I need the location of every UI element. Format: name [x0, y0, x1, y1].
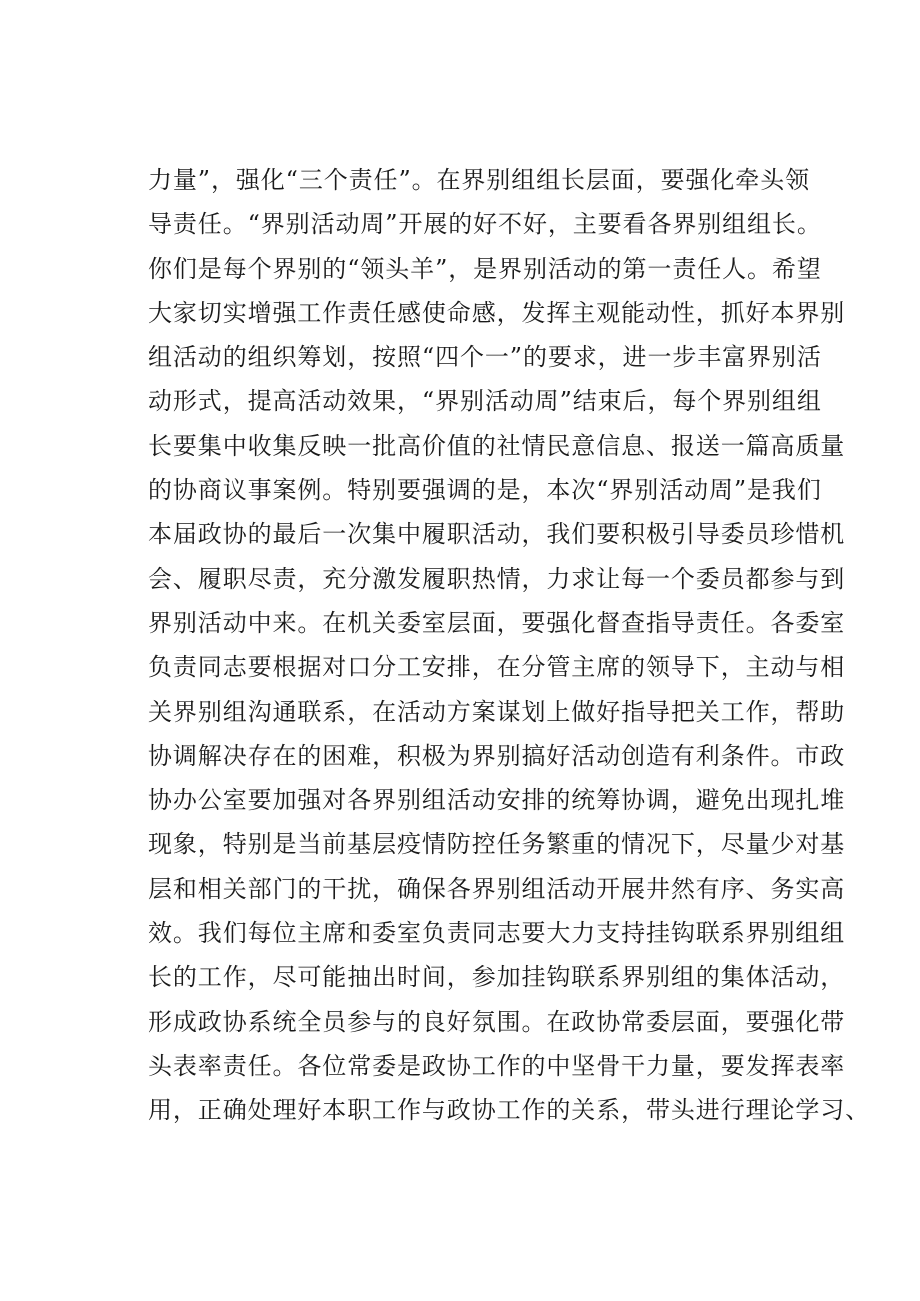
text-line: 负责同志要根据对口分工安排，在分管主席的领导下，主动与相 [148, 653, 846, 682]
text-line: 长的工作，尽可能抽出时间，参加挂钩联系界别组的集体活动， [148, 963, 846, 992]
text-line: 形成政协系统全员参与的良好氛围。在政协常委层面，要强化带 [148, 1007, 846, 1036]
text-line: 力量”，强化“三个责任”。在界别组组长层面，要强化牵头领 [148, 166, 811, 194]
text-line: 本届政协的最后一次集中履职活动，我们要积极引导委员珍惜机 [148, 520, 846, 549]
text-line: 现象，特别是当前基层疫情防控任务繁重的情况下，尽量少对基 [148, 830, 846, 859]
text-line: 导责任。“界别活动周”开展的好不好，主要看各界别组组长。 [148, 210, 822, 239]
text-line: 协调解决存在的困难，积极为界别搞好活动创造有利条件。市政 [148, 741, 846, 770]
text-line: 头表率责任。各位常委是政协工作的中坚骨干力量，要发挥表率 [148, 1051, 846, 1080]
text-line: 关界别组沟通联系，在活动方案谋划上做好指导把关工作，帮助 [148, 697, 846, 726]
text-line: 用，正确处理好本职工作与政协工作的关系，带头进行理论学习、 [148, 1096, 871, 1125]
text-line: 组活动的组织筹划，按照“四个一”的要求，进一步丰富界别活 [148, 343, 822, 372]
text-line: 长要集中收集反映一批高价值的社情民意信息、报送一篇高质量 [148, 431, 846, 460]
text-line: 层和相关部门的干扰，确保各界别组活动开展井然有序、务实高 [148, 874, 846, 903]
text-line: 协办公室要加强对各界别组活动安排的统筹协调，避免出现扎堆 [148, 786, 846, 815]
text-line: 会、履职尽责，充分激发履职热情，力求让每一个委员都参与到 [148, 564, 846, 593]
text-line: 效。我们每位主席和委室负责同志要大力支持挂钩联系界别组组 [148, 919, 846, 948]
text-line: 的协商议事案例。特别要强调的是，本次“界别活动周”是我们 [148, 476, 822, 505]
text-line: 你们是每个界别的“领头羊”，是界别活动的第一责任人。希望 [148, 254, 822, 283]
body-text [148, 158, 871, 1133]
text-line: 界别活动中来。在机关委室层面，要强化督查指导责任。各委室 [148, 608, 846, 637]
text-line: 大家切实增强工作责任感使命感，发挥主观能动性，抓好本界别 [148, 298, 846, 327]
text-line: 动形式，提高活动效果，“界别活动周”结束后，每个界别组组 [148, 387, 822, 416]
